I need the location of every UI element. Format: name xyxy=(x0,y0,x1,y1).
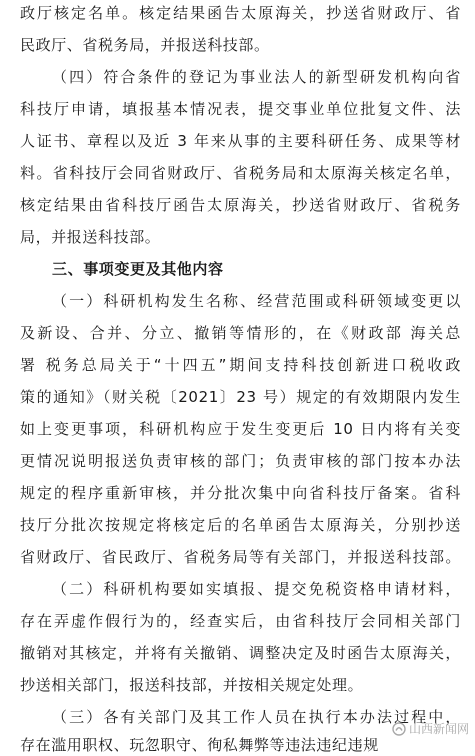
text-line: 规定的程序重新审核，并分批次集中向省科技厅备案。省科 xyxy=(20,484,461,502)
text-line: 存在滥用职权、玩忽职守、徇私舞弊等违法违纪违规 xyxy=(20,736,379,754)
section-heading: 三、事项变更及其他内容 xyxy=(52,260,224,278)
text-line: 署 税务总局关于“十四五”期间支持科技创新进口税收政 xyxy=(20,356,461,374)
text-line: 核定结果由省科技厅函告太原海关，抄送省财政厅、省税务 xyxy=(20,196,461,214)
text-line: 省财政厅、省民政厅、省税务局等有关部门，并报送科技部。 xyxy=(20,548,461,566)
text-line: 更情况说明报送负责审核的部门；负责审核的部门按本办法 xyxy=(20,452,461,470)
text-line: （三）各有关部门及其工作人员在执行本办法过程中， xyxy=(52,708,461,726)
text-line: 抄送相关部门，报送科技部，并按相关规定处理。 xyxy=(20,676,364,694)
text-line: 科技厅申请，填报基本情况表，提交事业单位批复文件、法 xyxy=(20,100,461,118)
watermark xyxy=(392,720,469,737)
text-line: 及新设、合并、分立、撤销等情形的，在《财政部 海关总 xyxy=(20,324,461,342)
text-line: 技厅分批次按规定将核定后的名单函告太原海关，分别抄送 xyxy=(20,516,461,534)
text-line: （二）科研机构要如实填报、提交免税资格申请材料， xyxy=(52,580,461,598)
text-line: 撤销对其核定，并将有关撤销、调整决定及时函告太原海关， xyxy=(20,644,461,662)
text-line: 策的通知》（财关税〔2021〕23 号）规定的有效期限内发生 xyxy=(20,388,461,406)
text-line: （一）科研机构发生名称、经营范围或科研领域变更以 xyxy=(52,292,461,310)
text-line: （四）符合条件的登记为事业法人的新型研发机构向省 xyxy=(52,68,461,86)
text-line: 料。省科技厅会同省财政厅、省税务局和太原海关核定名单， xyxy=(20,164,461,182)
text-line: 人证书、章程以及近 3 年来从事的主要科研任务、成果等材 xyxy=(20,132,461,150)
text-line: 局，并报送科技部。 xyxy=(20,228,161,246)
text-line: 民政厅、省税务局，并报送科技部。 xyxy=(20,36,270,54)
text-line: 政厅核定名单。核定结果函告太原海关，抄送省财政厅、省 xyxy=(20,4,461,22)
text-line: 如上变更事项，科研机构应于发生变更后 10 日内将有关变 xyxy=(20,420,461,438)
watermark-text: 山西新闻网 xyxy=(408,722,469,736)
news-logo-icon xyxy=(392,722,406,736)
text-line: 存在弄虚作假行为的，经查实后，由省科技厅会同相关部门 xyxy=(20,612,461,630)
